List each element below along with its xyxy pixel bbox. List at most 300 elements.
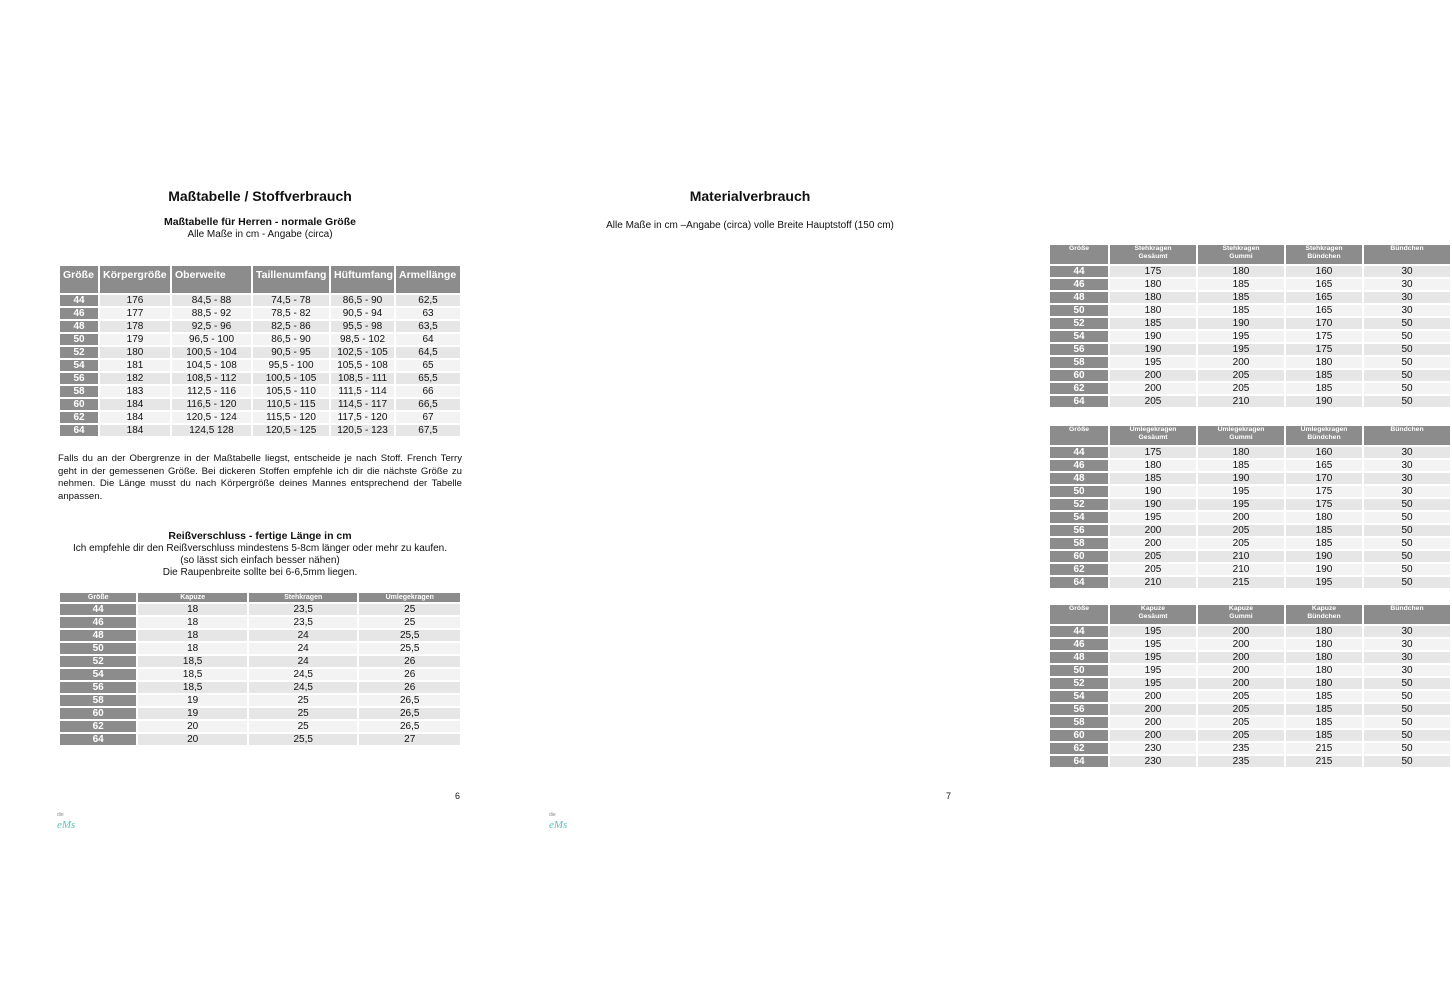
size-cell: 50 xyxy=(1050,665,1108,676)
table-row xyxy=(60,386,460,397)
table-row xyxy=(60,373,460,384)
value-cell: 116,5 - 120 xyxy=(172,399,251,410)
value-cell: 190 xyxy=(1110,499,1196,510)
column-header: Körpergröße xyxy=(100,266,170,293)
value-cell: 25 xyxy=(249,721,358,732)
value-cell: 19 xyxy=(138,708,247,719)
size-cell: 60 xyxy=(60,708,136,719)
value-cell: 86,5 - 90 xyxy=(331,295,394,306)
size-cell: 52 xyxy=(60,347,98,358)
table-row xyxy=(60,721,460,732)
value-cell: 180 xyxy=(1198,266,1284,277)
value-cell: 108,5 - 111 xyxy=(331,373,394,384)
column-header-text: Gesäumt xyxy=(1138,613,1168,620)
column-header-text: Bündchen xyxy=(1307,613,1341,620)
size-cell: 58 xyxy=(1050,717,1108,728)
size-cell: 50 xyxy=(1050,486,1108,497)
logo-small-text: die xyxy=(549,812,556,818)
value-cell: 180 xyxy=(1110,292,1196,303)
value-cell: 215 xyxy=(1286,756,1362,767)
value-cell: 175 xyxy=(1286,331,1362,342)
value-cell: 95,5 - 98 xyxy=(331,321,394,332)
value-cell: 50 xyxy=(1364,564,1450,575)
column-header xyxy=(1198,605,1284,624)
column-header xyxy=(1110,605,1196,624)
size-cell: 64 xyxy=(1050,396,1108,407)
value-cell: 185 xyxy=(1286,730,1362,741)
size-cell: 62 xyxy=(60,412,98,423)
table-row xyxy=(1050,486,1450,497)
size-cell: 62 xyxy=(60,721,136,732)
value-cell: 96,5 - 100 xyxy=(172,334,251,345)
value-cell: 124,5 128 xyxy=(172,425,251,436)
column-header-text: Bündchen xyxy=(1390,245,1424,252)
column-header-text: Umlegekragen xyxy=(1300,426,1348,433)
value-cell: 185 xyxy=(1198,460,1284,471)
value-cell: 195 xyxy=(1110,678,1196,689)
size-cell: 44 xyxy=(1050,626,1108,637)
value-cell: 190 xyxy=(1110,344,1196,355)
value-cell: 50 xyxy=(1364,370,1450,381)
zipper-table xyxy=(58,591,462,747)
value-cell: 205 xyxy=(1198,717,1284,728)
size-cell: 62 xyxy=(1050,383,1108,394)
value-cell: 200 xyxy=(1110,717,1196,728)
value-cell: 175 xyxy=(1110,266,1196,277)
value-cell: 185 xyxy=(1110,473,1196,484)
value-cell: 175 xyxy=(1110,447,1196,458)
table-row xyxy=(1050,525,1450,536)
logo-letters: eMs xyxy=(549,819,568,831)
value-cell: 165 xyxy=(1286,279,1362,290)
table-row xyxy=(1050,460,1450,471)
value-cell: 180 xyxy=(1110,305,1196,316)
size-table-subheading: Alle Maße in cm - Angabe (circa) xyxy=(187,229,333,240)
column-header xyxy=(1198,245,1284,264)
table-row xyxy=(1050,756,1450,767)
value-cell: 50 xyxy=(1364,743,1450,754)
size-cell: 58 xyxy=(1050,538,1108,549)
value-cell: 18 xyxy=(138,630,247,641)
size-cell: 50 xyxy=(1050,305,1108,316)
value-cell: 18 xyxy=(138,604,247,615)
value-cell: 200 xyxy=(1110,704,1196,715)
value-cell: 200 xyxy=(1110,691,1196,702)
value-cell: 50 xyxy=(1364,396,1450,407)
value-cell: 114,5 - 117 xyxy=(331,399,394,410)
column-header-text: Stehkragen xyxy=(1305,245,1343,252)
value-cell: 181 xyxy=(100,360,170,371)
table-row xyxy=(1050,743,1450,754)
value-cell: 205 xyxy=(1110,564,1196,575)
table-row xyxy=(60,643,460,654)
value-cell: 50 xyxy=(1364,525,1450,536)
size-cell: 62 xyxy=(1050,564,1108,575)
value-cell: 95,5 - 100 xyxy=(253,360,329,371)
column-header xyxy=(1198,426,1284,445)
column-header xyxy=(1364,245,1450,264)
value-cell: 200 xyxy=(1198,652,1284,663)
column-header-text: Gesäumt xyxy=(1138,253,1168,260)
value-cell: 205 xyxy=(1198,370,1284,381)
value-cell: 185 xyxy=(1198,292,1284,303)
value-cell: 195 xyxy=(1198,486,1284,497)
material-table-header-row xyxy=(1050,426,1450,445)
value-cell: 115,5 - 120 xyxy=(253,412,329,423)
table-row xyxy=(1050,626,1450,637)
value-cell: 30 xyxy=(1364,305,1450,316)
value-cell: 190 xyxy=(1286,551,1362,562)
value-cell: 23,5 xyxy=(249,604,358,615)
value-cell: 18,5 xyxy=(138,656,247,667)
value-cell: 183 xyxy=(100,386,170,397)
table-row xyxy=(1050,665,1450,676)
column-header-text: Bündchen xyxy=(1390,605,1424,612)
value-cell: 110,5 - 115 xyxy=(253,399,329,410)
size-cell: 52 xyxy=(1050,318,1108,329)
table-row xyxy=(1050,279,1450,290)
value-cell: 180 xyxy=(100,347,170,358)
value-cell: 215 xyxy=(1198,577,1284,588)
table-row xyxy=(60,425,460,436)
value-cell: 30 xyxy=(1364,639,1450,650)
table-row xyxy=(1050,370,1450,381)
table-row xyxy=(60,399,460,410)
value-cell: 205 xyxy=(1198,525,1284,536)
table-row xyxy=(60,360,460,371)
value-cell: 177 xyxy=(100,308,170,319)
size-cell: 44 xyxy=(1050,266,1108,277)
value-cell: 165 xyxy=(1286,292,1362,303)
value-cell: 18 xyxy=(138,617,247,628)
value-cell: 50 xyxy=(1364,512,1450,523)
value-cell: 30 xyxy=(1364,626,1450,637)
table-row xyxy=(60,295,460,306)
value-cell: 184 xyxy=(100,399,170,410)
value-cell: 185 xyxy=(1110,318,1196,329)
column-header-text: Kapuze xyxy=(1228,605,1254,612)
value-cell: 18,5 xyxy=(138,669,247,680)
value-cell: 24,5 xyxy=(249,682,358,693)
value-cell: 195 xyxy=(1110,357,1196,368)
size-table-heading: Maßtabelle für Herren - normale Größe xyxy=(164,216,356,228)
value-cell: 50 xyxy=(1364,577,1450,588)
value-cell: 200 xyxy=(1198,626,1284,637)
column-header-text: Kapuze xyxy=(1140,605,1166,612)
value-cell: 30 xyxy=(1364,292,1450,303)
size-table-header-row xyxy=(60,266,460,293)
value-cell: 50 xyxy=(1364,318,1450,329)
value-cell: 25 xyxy=(359,617,460,628)
column-header-text: Stehkragen xyxy=(1222,245,1260,252)
value-cell: 235 xyxy=(1198,743,1284,754)
value-cell: 23,5 xyxy=(249,617,358,628)
value-cell: 180 xyxy=(1286,639,1362,650)
value-cell: 170 xyxy=(1286,473,1362,484)
size-cell: 48 xyxy=(60,321,98,332)
column-header-text: Bündchen xyxy=(1390,426,1424,433)
value-cell: 108,5 - 112 xyxy=(172,373,251,384)
size-cell: 56 xyxy=(60,682,136,693)
value-cell: 210 xyxy=(1198,564,1284,575)
value-cell: 50 xyxy=(1364,551,1450,562)
table-row xyxy=(1050,473,1450,484)
brand-logo xyxy=(56,806,96,836)
column-header xyxy=(1110,426,1196,445)
zipper-line-1: Ich empfehle dir den Reißverschluss mindestens 5-8cm länger oder mehr zu kaufen. xyxy=(72,543,448,554)
table-row xyxy=(1050,292,1450,303)
value-cell: 86,5 - 90 xyxy=(253,334,329,345)
column-header-text: Kapuze xyxy=(1311,605,1337,612)
value-cell: 235 xyxy=(1198,756,1284,767)
size-cell: 48 xyxy=(60,630,136,641)
column-header-text: Umlegekragen xyxy=(1217,426,1265,433)
value-cell: 24 xyxy=(249,630,358,641)
table-row xyxy=(1050,691,1450,702)
value-cell: 24 xyxy=(249,643,358,654)
size-cell: 46 xyxy=(1050,639,1108,650)
value-cell: 18,5 xyxy=(138,682,247,693)
value-cell: 170 xyxy=(1286,318,1362,329)
value-cell: 20 xyxy=(138,721,247,732)
column-header-text: Gummi xyxy=(1229,613,1253,620)
value-cell: 25 xyxy=(249,708,358,719)
column-header-text: Bündchen xyxy=(1307,434,1341,441)
page-number: 6 xyxy=(455,791,461,801)
table-row xyxy=(1050,678,1450,689)
value-cell: 65 xyxy=(396,360,460,371)
zipper-heading: Reißverschluss - fertige Länge in cm xyxy=(168,530,352,542)
value-cell: 50 xyxy=(1364,499,1450,510)
value-cell: 24,5 xyxy=(249,669,358,680)
material-table-body xyxy=(1050,266,1450,407)
value-cell: 210 xyxy=(1198,551,1284,562)
value-cell: 105,5 - 108 xyxy=(331,360,394,371)
value-cell: 175 xyxy=(1286,486,1362,497)
column-header xyxy=(1286,245,1362,264)
value-cell: 190 xyxy=(1198,318,1284,329)
table-row xyxy=(60,734,460,745)
size-cell: 62 xyxy=(1050,743,1108,754)
column-header: Armellänge xyxy=(396,266,460,293)
value-cell: 200 xyxy=(1198,639,1284,650)
value-cell: 200 xyxy=(1198,665,1284,676)
value-cell: 26 xyxy=(359,682,460,693)
value-cell: 200 xyxy=(1110,538,1196,549)
value-cell: 205 xyxy=(1198,538,1284,549)
table-row xyxy=(60,308,460,319)
size-cell: 52 xyxy=(60,656,136,667)
size-cell: 46 xyxy=(60,617,136,628)
size-cell: 48 xyxy=(1050,652,1108,663)
material-subtitle: Alle Maße in cm –Angabe (circa) volle Breite Hauptstoff (150 cm) xyxy=(606,220,894,231)
column-header: Taillenumfang xyxy=(253,266,329,293)
column-header: Umlegekragen xyxy=(359,593,460,602)
material-table-body xyxy=(1050,626,1450,767)
size-cell: 54 xyxy=(1050,331,1108,342)
value-cell: 66,5 xyxy=(396,399,460,410)
table-row xyxy=(1050,396,1450,407)
size-cell: 46 xyxy=(1050,460,1108,471)
table-row xyxy=(60,695,460,706)
value-cell: 90,5 - 94 xyxy=(331,308,394,319)
zipper-line-3: Die Raupenbreite sollte bei 6-6,5mm liegen. xyxy=(162,567,358,578)
size-cell: 56 xyxy=(60,373,98,384)
value-cell: 26 xyxy=(359,656,460,667)
value-cell: 112,5 - 116 xyxy=(172,386,251,397)
table-row xyxy=(1050,344,1450,355)
size-cell: 50 xyxy=(60,334,98,345)
table-row xyxy=(60,656,460,667)
size-cell: 56 xyxy=(1050,525,1108,536)
column-header: Größe xyxy=(60,593,136,602)
value-cell: 230 xyxy=(1110,743,1196,754)
value-cell: 67 xyxy=(396,412,460,423)
value-cell: 205 xyxy=(1110,551,1196,562)
value-cell: 200 xyxy=(1110,525,1196,536)
value-cell: 195 xyxy=(1198,331,1284,342)
column-header xyxy=(1364,605,1450,624)
size-cell: 60 xyxy=(1050,370,1108,381)
table-row xyxy=(1050,331,1450,342)
column-header xyxy=(1050,245,1108,264)
column-header: Größe xyxy=(60,266,98,293)
column-header xyxy=(1050,426,1108,445)
value-cell: 180 xyxy=(1286,652,1362,663)
material-table-header-row xyxy=(1050,605,1450,624)
value-cell: 185 xyxy=(1198,279,1284,290)
value-cell: 100,5 - 104 xyxy=(172,347,251,358)
value-cell: 30 xyxy=(1364,652,1450,663)
value-cell: 195 xyxy=(1286,577,1362,588)
column-header xyxy=(1364,426,1450,445)
value-cell: 50 xyxy=(1364,357,1450,368)
value-cell: 30 xyxy=(1364,266,1450,277)
value-cell: 65,5 xyxy=(396,373,460,384)
size-cell: 60 xyxy=(1050,730,1108,741)
value-cell: 63,5 xyxy=(396,321,460,332)
value-cell: 117,5 - 120 xyxy=(331,412,394,423)
table-row xyxy=(1050,499,1450,510)
value-cell: 26,5 xyxy=(359,708,460,719)
column-header-text: Gesäumt xyxy=(1138,434,1168,441)
table-row xyxy=(60,347,460,358)
table-row xyxy=(60,334,460,345)
value-cell: 184 xyxy=(100,425,170,436)
size-cell: 52 xyxy=(1050,678,1108,689)
value-cell: 190 xyxy=(1286,396,1362,407)
table-row xyxy=(1050,639,1450,650)
table-row xyxy=(60,617,460,628)
value-cell: 120,5 - 124 xyxy=(172,412,251,423)
value-cell: 160 xyxy=(1286,266,1362,277)
size-cell: 60 xyxy=(60,399,98,410)
value-cell: 50 xyxy=(1364,756,1450,767)
column-header-text: Gummi xyxy=(1229,434,1253,441)
table-row xyxy=(1050,383,1450,394)
material-title: Materialverbrauch xyxy=(689,188,811,204)
value-cell: 200 xyxy=(1110,730,1196,741)
value-cell: 195 xyxy=(1110,512,1196,523)
value-cell: 175 xyxy=(1286,344,1362,355)
value-cell: 26,5 xyxy=(359,721,460,732)
value-cell: 180 xyxy=(1110,279,1196,290)
size-cell: 56 xyxy=(1050,704,1108,715)
value-cell: 30 xyxy=(1364,460,1450,471)
column-header xyxy=(1110,245,1196,264)
value-cell: 20 xyxy=(138,734,247,745)
column-header-text: Größe xyxy=(1068,245,1090,252)
value-cell: 205 xyxy=(1198,691,1284,702)
column-header: Oberweite xyxy=(172,266,251,293)
size-cell: 56 xyxy=(1050,344,1108,355)
column-header: Kapuze xyxy=(138,593,247,602)
value-cell: 195 xyxy=(1198,499,1284,510)
size-cell: 58 xyxy=(60,695,136,706)
value-cell: 50 xyxy=(1364,717,1450,728)
size-table-body xyxy=(60,295,460,436)
table-row xyxy=(60,321,460,332)
table-row xyxy=(60,412,460,423)
value-cell: 74,5 - 78 xyxy=(253,295,329,306)
page-title: Maßtabelle / Stoffverbrauch xyxy=(168,188,352,204)
value-cell: 50 xyxy=(1364,383,1450,394)
value-cell: 82,5 - 86 xyxy=(253,321,329,332)
value-cell: 175 xyxy=(1286,499,1362,510)
table-row xyxy=(60,604,460,615)
value-cell: 92,5 - 96 xyxy=(172,321,251,332)
value-cell: 210 xyxy=(1110,577,1196,588)
value-cell: 205 xyxy=(1198,730,1284,741)
value-cell: 205 xyxy=(1198,383,1284,394)
value-cell: 185 xyxy=(1198,305,1284,316)
value-cell: 185 xyxy=(1286,525,1362,536)
value-cell: 184 xyxy=(100,412,170,423)
value-cell: 50 xyxy=(1364,344,1450,355)
column-header-text: Umlegekragen xyxy=(1129,426,1177,433)
value-cell: 102,5 - 105 xyxy=(331,347,394,358)
size-cell: 60 xyxy=(1050,551,1108,562)
column-header-text: Gummi xyxy=(1229,253,1253,260)
value-cell: 195 xyxy=(1110,626,1196,637)
size-cell: 46 xyxy=(60,308,98,319)
value-cell: 205 xyxy=(1198,704,1284,715)
zipper-table-header-row xyxy=(60,593,460,602)
column-header: Stehkragen xyxy=(249,593,358,602)
value-cell: 205 xyxy=(1110,396,1196,407)
value-cell: 165 xyxy=(1286,460,1362,471)
material-table-body xyxy=(1050,447,1450,588)
size-cell: 54 xyxy=(1050,512,1108,523)
table-row xyxy=(1050,305,1450,316)
value-cell: 111,5 - 114 xyxy=(331,386,394,397)
value-cell: 178 xyxy=(100,321,170,332)
size-cell: 58 xyxy=(1050,357,1108,368)
value-cell: 25,5 xyxy=(359,630,460,641)
value-cell: 190 xyxy=(1198,473,1284,484)
value-cell: 30 xyxy=(1364,447,1450,458)
value-cell: 180 xyxy=(1286,357,1362,368)
value-cell: 120,5 - 123 xyxy=(331,425,394,436)
table-row xyxy=(60,682,460,693)
value-cell: 105,5 - 110 xyxy=(253,386,329,397)
value-cell: 27 xyxy=(359,734,460,745)
value-cell: 185 xyxy=(1286,704,1362,715)
table-row xyxy=(1050,447,1450,458)
value-cell: 30 xyxy=(1364,279,1450,290)
table-row xyxy=(1050,730,1450,741)
brand-logo xyxy=(548,806,588,836)
